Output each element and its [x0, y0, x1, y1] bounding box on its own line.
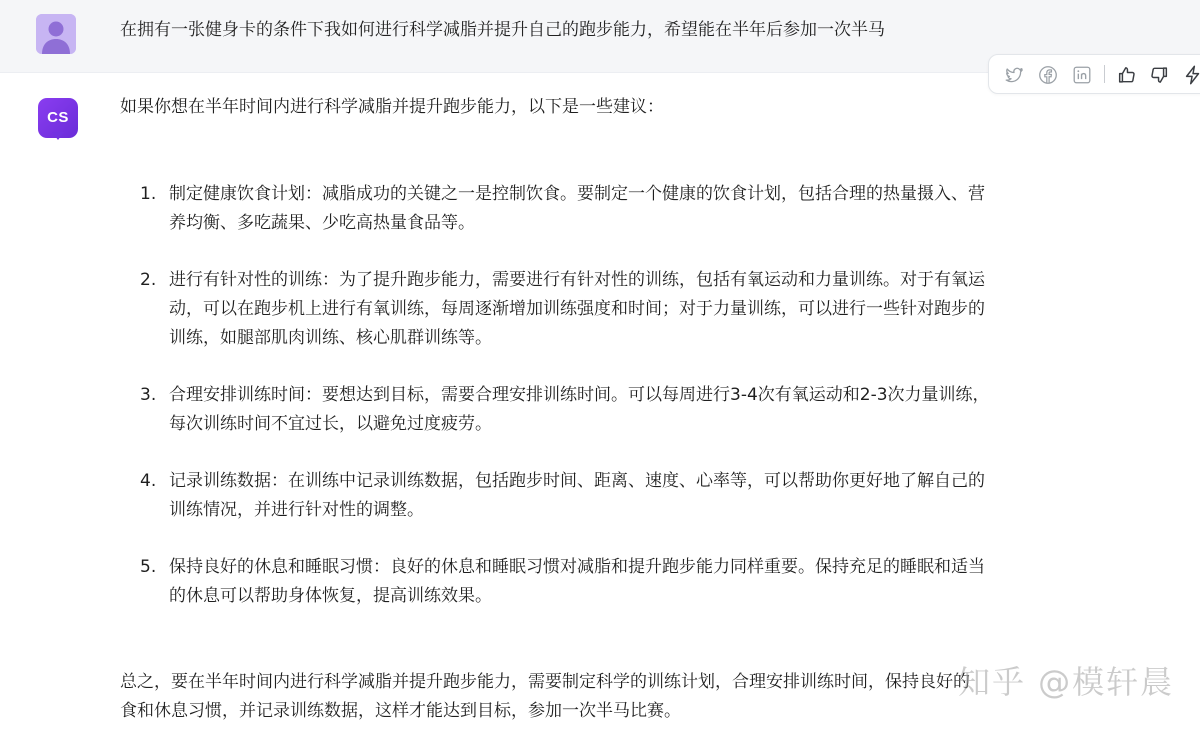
assistant-intro-text: 如果你想在半年时间内进行科学减脂并提升跑步能力，以下是一些建议：: [120, 97, 664, 117]
list-item-number: 2.: [140, 270, 157, 290]
list-item-number: 4.: [140, 471, 157, 491]
linkedin-icon[interactable]: [1071, 64, 1093, 86]
thumbs-up-icon[interactable]: [1116, 64, 1138, 86]
toolbar-divider: [1104, 65, 1105, 83]
message-action-toolbar: [988, 54, 1200, 94]
list-item-number: 1.: [140, 184, 157, 204]
twitter-icon[interactable]: [1003, 64, 1025, 86]
assistant-summary-line: 食和休息习惯，并记录训练数据，这样才能达到目标，参加一次半马比赛。: [120, 701, 681, 721]
list-item-text: 记录训练数据：在训练中记录训练数据，包括跑步时间、距离、速度、心率等，可以帮助你更好地了解自己的: [169, 471, 985, 491]
list-item-text: 进行有针对性的训练：为了提升跑步能力，需要进行有针对性的训练，包括有氧运动和力量训练。对于有氧运: [169, 270, 985, 290]
list-item-text: 训练，如腿部肌肉训练、核心肌群训练等。: [169, 328, 492, 348]
list-item-text: 合理安排训练时间：要想达到目标，需要合理安排训练时间。可以每周进行3-4次有氧运动和2-3次力量训练，: [169, 385, 990, 405]
user-message-text: 在拥有一张健身卡的条件下我如何进行科学减脂并提升自己的跑步能力，希望能在半年后参加一次半马: [120, 20, 885, 40]
list-item-text: 训练情况，并进行针对性的调整。: [169, 500, 424, 520]
lightning-icon[interactable]: [1182, 64, 1200, 86]
list-item-text: 的休息可以帮助身体恢复，提高训练效果。: [169, 586, 492, 606]
list-item-text: 动，可以在跑步机上进行有氧训练，每周逐渐增加训练强度和时间；对于力量训练，可以进行一些针对跑步的: [169, 299, 985, 319]
assistant-avatar-label: CS: [38, 98, 78, 138]
list-item-text: 养均衡、多吃蔬果、少吃高热量食品等。: [169, 213, 475, 233]
thumbs-down-icon[interactable]: [1148, 64, 1170, 86]
assistant-avatar: [38, 98, 78, 138]
list-item-text: 每次训练时间不宜过长，以避免过度疲劳。: [169, 414, 492, 434]
list-item-number: 5.: [140, 557, 157, 577]
user-silhouette-icon: [36, 14, 76, 54]
list-item-number: 3.: [140, 385, 157, 405]
facebook-icon[interactable]: [1037, 64, 1059, 86]
list-item-text: 保持良好的休息和睡眠习惯：良好的休息和睡眠习惯对减脂和提升跑步能力同样重要。保持充足的睡眠和适当: [169, 557, 985, 577]
assistant-summary-line: 总之，要在半年时间内进行科学减脂并提升跑步能力，需要制定科学的训练计划，合理安排训练时间，保持良好的: [120, 672, 970, 692]
watermark: 知乎 @模轩晨: [958, 663, 1175, 701]
user-avatar: [36, 14, 76, 54]
list-item-text: 制定健康饮食计划：减脂成功的关键之一是控制饮食。要制定一个健康的饮食计划，包括合理的热量摄入、营: [169, 184, 985, 204]
